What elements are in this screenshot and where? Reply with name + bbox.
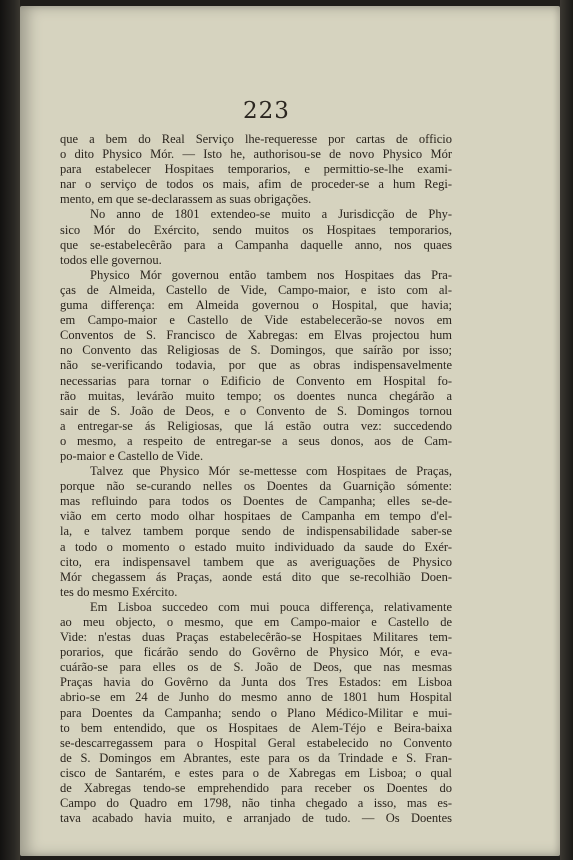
text-line: se-descarregassem para o Hospital Geral estabelecido no Convento — [60, 735, 452, 750]
text-line: Physico Mór governou então tambem nos Hospitaes das Pra- — [90, 267, 452, 282]
text-line: para estabelecer Hospitaes temporarios, e permittio-se-lhe exami- — [60, 162, 452, 177]
text-line: vião em certo modo olhar hospitaes de Campanha em tempo d'el- — [60, 509, 452, 524]
text-line: mento, em que se-declarassem as suas obrigações. — [60, 192, 312, 207]
text-line: Mór chegassem ás Praças, aonde está dito que se-recolhião Doen- — [60, 569, 452, 584]
text-line: o mesmo, a respeito de entregar-se a seus donos, aos de Cam- — [60, 433, 452, 448]
text-line: ças de Almeida, Castello de Vide, Campo-maior, e isto com al- — [60, 282, 452, 297]
text-line: cisco de Santarém, e estes para o de Xabregas em Lisboa; o qual — [60, 765, 452, 780]
paragraph — [60, 207, 452, 267]
body-text — [60, 132, 452, 826]
text-line: de Xabregas tendo-se emprehendido para receber os Doentes do — [60, 781, 452, 796]
text-line: sair de S. João de Deos, e o Convento de S. Domingos tornou — [60, 403, 452, 418]
text-line: não se-verificando todavia, por que as obras indispensavelmente — [60, 358, 452, 373]
text-line: mas refluindo para todos os Doentes de Campanha; elles se-de- — [60, 494, 452, 509]
text-line: Campo do Quadro em 1798, não tinha chegado a isso, mas es- — [60, 796, 452, 811]
text-line: rão muitas, levárão muito tempo; os doentes nunca chegárão a — [60, 388, 452, 403]
page-edge-shadow — [560, 0, 573, 860]
text-line: Praças havia do Govêrno da Junta dos Tres Estados: em Lisboa — [60, 675, 452, 690]
text-line: to bem entendido, que os Hospitaes de Alem-Téjo e Beira-baixa — [60, 720, 452, 735]
text-line: nar o serviço de todos os mais, afim de proceder-se a hum Regi- — [60, 177, 452, 192]
text-line: Em Lisboa succedeo com mui pouca differença, relativamente — [90, 599, 452, 614]
text-line: ao meu objecto, o mesmo, que em Campo-maior e Castello de — [60, 615, 452, 629]
text-line: que a bem do Real Serviço lhe-requeresse por cartas de officio — [60, 132, 452, 146]
paragraph — [60, 132, 452, 207]
text-line: cuárão-se para elles os de S. João de Deos, que nas mesmas — [60, 660, 452, 675]
text-line: po-maior e Castello de Vide. — [60, 448, 204, 463]
paragraph — [60, 464, 452, 600]
text-line: tes do mesmo Exército. — [60, 584, 178, 599]
text-line: para Doentes da Campanha; sendo o Plano Médico-Militar e mui- — [60, 705, 452, 720]
text-line: em Campo-maior e Castello de Vide estabelecerão-se novos em — [60, 313, 452, 328]
paragraph — [60, 600, 452, 826]
text-line: guma differença: em Almeida governou o Hospital, que havia; — [60, 298, 452, 313]
text-line: porarios, que ficárão sendo do Govêrno de Physico Mór, e eva- — [60, 645, 452, 660]
text-line: Conventos de S. Francisco de Xabregas: em Elvas projectou hum — [60, 328, 452, 343]
text-line: a todo o momento o estado muito individuado da saude do Exér- — [60, 539, 452, 554]
text-line: que se-estabelecêrão para a Campanha daquelle anno, nos quaes — [60, 237, 452, 252]
text-line: tava acabado havia muito, e arranjado de tudo. — Os Doentes — [60, 811, 452, 826]
text-line: la, e talvez tambem porque sendo de indispensabilidade saber-se — [60, 524, 452, 539]
page-number: 223 — [243, 98, 290, 124]
text-line: a entregar-se ás Religiosas, que lá estão outra vez: succedendo — [60, 418, 452, 433]
book-page — [20, 6, 560, 856]
text-line: abrio-se em 24 de Junho do mesmo anno de 1801 hum Hospital — [60, 690, 452, 705]
text-line: No anno de 1801 extendeo-se muito a Jurisdicção de Phy- — [90, 207, 452, 222]
text-line: Talvez que Physico Mór se-mettesse com Hospitaes de Praças, — [90, 464, 452, 479]
paragraph — [60, 268, 452, 464]
text-line: o dito Physico Mór. — Isto he, authorisou-se de novo Physico Mór — [60, 147, 452, 162]
text-line: Vide: n'estas duas Praças estabelecêrão-se Hospitaes Militares tem- — [60, 630, 452, 645]
text-line: cito, era indispensavel tambem que as averiguações de Physico — [60, 554, 452, 569]
text-line: todos elle governou. — [60, 252, 162, 267]
text-line: no Convento das Religiosas de S. Domingos, que saírão por isso; — [60, 343, 452, 358]
text-line: de S. Domingos em Abrantes, este para os da Trindade e S. Fran- — [60, 750, 452, 765]
text-line: sico Mór do Exército, sendo muitos os Hospitaes temporarios, — [60, 222, 452, 237]
text-line: necessarias para tornar o Edificio de Convento em Hospital fo- — [60, 373, 452, 388]
text-line: porque não se-curando nelles os Doentes da Guarnição sómente: — [60, 479, 452, 494]
book-spine — [0, 0, 20, 860]
